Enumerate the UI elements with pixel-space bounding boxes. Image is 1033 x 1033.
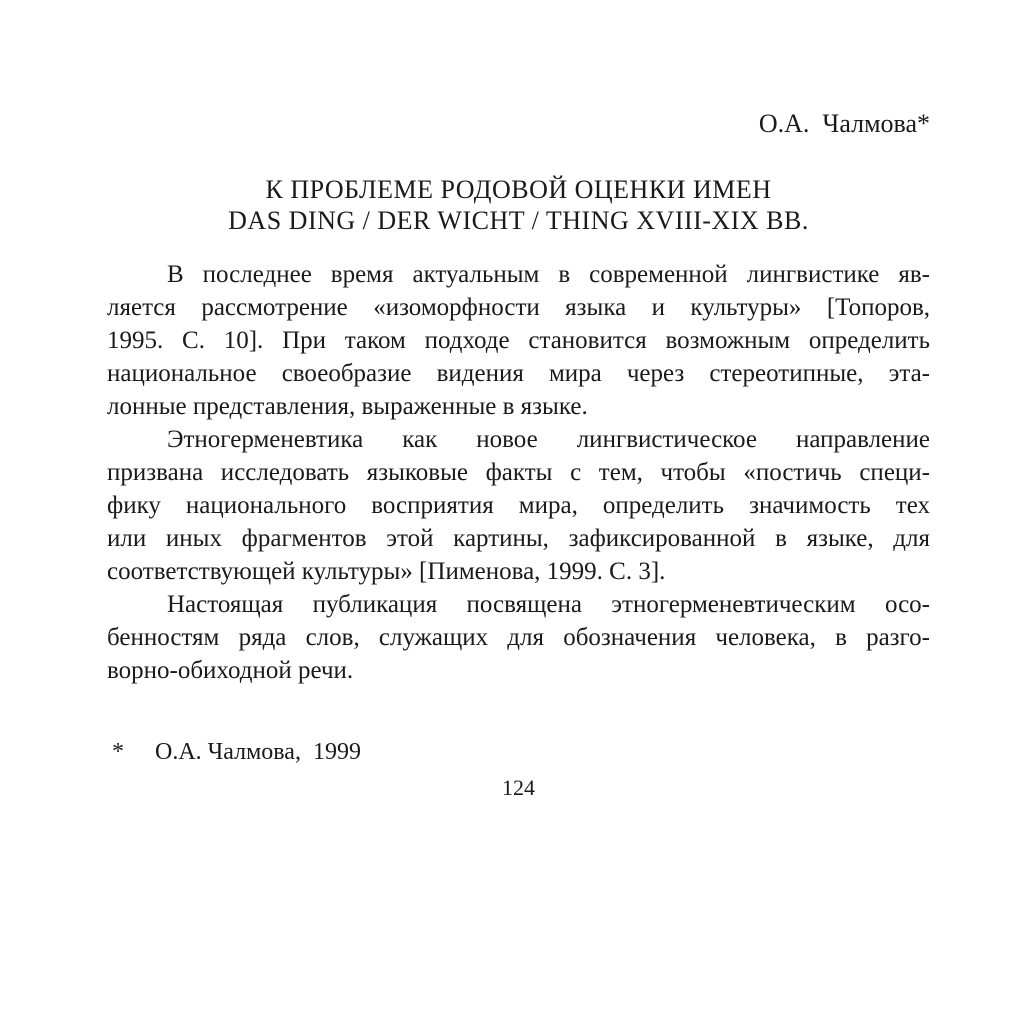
text-line: лонные представления, выраженные в языке. — [107, 393, 588, 420]
article-body — [107, 258, 930, 687]
title-line-2: DAS DING / DER WICHT / THING XVIII-XIX ВВ. — [228, 206, 809, 235]
paragraph-3 — [107, 588, 930, 687]
text-line: 1995. С. 10]. При таком подходе становится возможным определить — [107, 327, 930, 354]
paragraph-2 — [107, 423, 930, 588]
text-line: соответствующей культуры» [Пименова, 1999. С. 3]. — [107, 558, 666, 585]
title-line-1: К ПРОБЛЕМЕ РОДОВОЙ ОЦЕНКИ ИМЕН — [265, 175, 772, 204]
text-line: или иных фрагментов этой картины, зафиксированной в языке, для — [107, 525, 930, 552]
document-page — [0, 108, 1033, 1033]
text-line: ворно-обиходной речи. — [107, 657, 354, 684]
text-line: фику национального восприятия мира, определить значимость тех — [107, 492, 930, 519]
footnote-text: О.А. Чалмова, 1999 — [155, 739, 361, 765]
text-line: Этногерменевтика как новое лингвистическое направление — [167, 426, 930, 453]
author-line: О.А. Чалмова* — [758, 109, 930, 138]
text-line: национальное своеобразие видения мира через стереотипные, эта- — [107, 360, 930, 387]
page-number: 124 — [502, 775, 535, 800]
text-line: призвана исследовать языковые факты с тем, чтобы «постичь специ- — [107, 459, 930, 486]
article-title — [107, 174, 930, 236]
text-line: В последнее время актуальным в современной лингвистике яв- — [167, 261, 930, 288]
text-line: Настоящая публикация посвящена этногерменевтическим осо- — [167, 591, 930, 618]
footnote — [107, 737, 930, 767]
text-line: ляется рассмотрение «изоморфности языка и культуры» [Топоров, — [107, 294, 930, 321]
footnote-marker: * — [112, 739, 124, 765]
paragraph-1 — [107, 258, 930, 423]
text-line: бенностям ряда слов, служащих для обозначения человека, в разго- — [107, 624, 930, 651]
